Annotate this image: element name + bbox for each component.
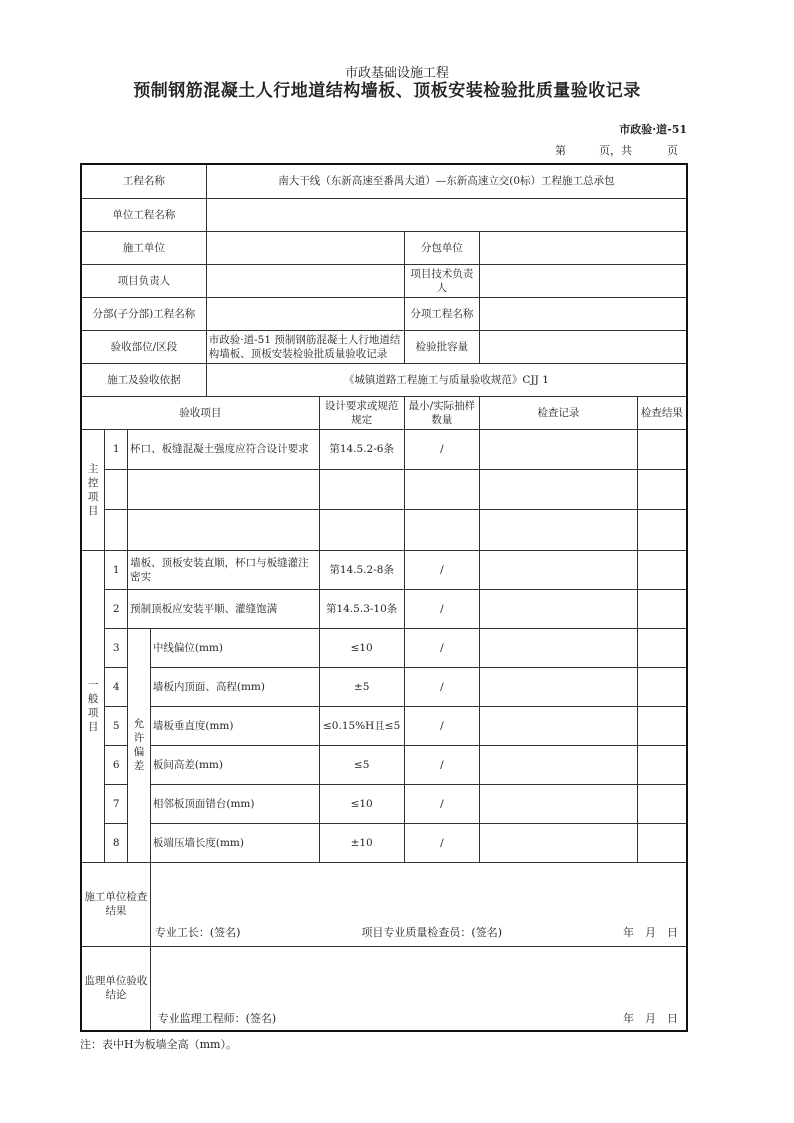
division-label: 分部(子分部)工程名称: [81, 297, 206, 330]
inspection-table: [80, 163, 688, 1032]
g-row-result[interactable]: [637, 667, 687, 706]
g-row-result[interactable]: [637, 745, 687, 784]
col-sample-header: 最小/实际抽样数量: [404, 396, 480, 429]
g-row-record[interactable]: [480, 823, 637, 862]
g-row-record[interactable]: [480, 589, 637, 628]
g-row-no: 7: [105, 784, 128, 823]
g-row-text: 墙板内顶面、高程(mm): [150, 667, 319, 706]
g-row-design: ±5: [319, 667, 404, 706]
g-row-record[interactable]: [480, 784, 637, 823]
inspector-signature: 项目专业质量检查员：(签名): [361, 925, 503, 939]
g-row-no: 2: [105, 589, 128, 628]
col-result-header: 检查结果: [637, 396, 687, 429]
general-label: 一般项目: [81, 550, 105, 862]
col-record-header: 检查记录: [480, 396, 637, 429]
g-row-result[interactable]: [637, 706, 687, 745]
foreman-signature: 专业工长：(签名): [154, 925, 241, 939]
mc-row-record[interactable]: [480, 429, 637, 469]
unit-project-label: 单位工程名称: [81, 198, 206, 231]
g-row-text: 墙板垂直度(mm): [150, 706, 319, 745]
g-row-record[interactable]: [480, 628, 637, 667]
basis-value: 《城镇道路工程施工与质量验收规范》CJJ 1: [206, 363, 687, 396]
subcontractor-value[interactable]: [480, 231, 687, 264]
g-row-record[interactable]: [480, 706, 637, 745]
project-name: 南大干线（东新高速至番禺大道）—东新高速立交(0标）工程施工总承包: [206, 164, 687, 198]
page-info-suffix: 页: [667, 144, 678, 157]
g-row-design: ≤10: [319, 628, 404, 667]
g-row-record[interactable]: [480, 745, 637, 784]
part-value[interactable]: [206, 330, 404, 363]
g-row-text: 板间高差(mm): [150, 745, 319, 784]
g-row-no: 8: [105, 823, 128, 862]
g-row-result[interactable]: [637, 550, 687, 589]
subcontractor-label: 分包单位: [404, 231, 480, 264]
tech-lead-value[interactable]: [480, 264, 687, 297]
g-row-no: 3: [105, 628, 128, 667]
g-row-sample: /: [404, 745, 480, 784]
g-row-text: 中线偏位(mm): [150, 628, 319, 667]
division-value[interactable]: [206, 297, 404, 330]
g-row-text: 板端压墙长度(mm): [150, 823, 319, 862]
g-row-result[interactable]: [637, 823, 687, 862]
g-row-design: ±10: [319, 823, 404, 862]
g-row-result[interactable]: [637, 784, 687, 823]
col-design-header: 设计要求或规范规定: [319, 396, 404, 429]
g-row-sample: /: [404, 628, 480, 667]
constructor-result-cell[interactable]: [150, 862, 687, 946]
page-info-middle: 页，共: [599, 144, 632, 157]
doc-subtitle: 市政基础设施工程: [344, 66, 449, 81]
basis-label: 施工及验收依据: [81, 363, 206, 396]
g-row-no: 5: [105, 706, 128, 745]
g-row-text: 相邻板顶面错台(mm): [150, 784, 319, 823]
g-row-result[interactable]: [637, 628, 687, 667]
form-code: 市政验·道-51: [619, 123, 687, 136]
mc-row-sample: /: [404, 429, 480, 469]
constructor-value[interactable]: [206, 231, 404, 264]
footnote: 注：表中H为板墙全高（mm）。: [80, 1038, 237, 1051]
constructor-label: 施工单位: [81, 231, 206, 264]
mc-row-result[interactable]: [637, 429, 687, 469]
engineer-signature: 专业监理工程师：(签名): [157, 1012, 277, 1025]
g-row-text: 墙板、顶板安装直顺，杯口与板缝灌注密实: [128, 550, 320, 589]
g-row-result[interactable]: [637, 589, 687, 628]
subitem-value[interactable]: [480, 297, 687, 330]
mc-row-design: 第14.5.2-6条: [319, 429, 404, 469]
supervisor-date: 年 月 日: [623, 1012, 678, 1025]
g-row-text: 预制顶板应安装平顺、灌缝饱满: [128, 589, 320, 628]
g-row-sample: /: [404, 784, 480, 823]
g-row-record[interactable]: [480, 667, 637, 706]
g-row-sample: /: [404, 706, 480, 745]
g-row-sample: /: [404, 589, 480, 628]
constructor-date: 年 月 日: [623, 925, 678, 939]
pm-label: 项目负责人: [81, 264, 206, 297]
unit-project-value[interactable]: [206, 198, 687, 231]
project-name-label: 工程名称: [81, 164, 206, 198]
page-info-prefix: 第: [555, 144, 566, 157]
g-row-no: 6: [105, 745, 128, 784]
main-control-label: 主控项目: [81, 429, 105, 550]
g-row-design: ≤0.15%H且≤5: [319, 706, 404, 745]
constructor-result-label: 施工单位检查结果: [81, 862, 150, 946]
part-label: 验收部位/区段: [81, 330, 206, 363]
allow-deviation-label: 允许偏差: [128, 628, 151, 862]
subitem-label: 分项工程名称: [404, 297, 480, 330]
g-row-sample: /: [404, 667, 480, 706]
supervisor-result-cell[interactable]: [150, 946, 687, 1031]
capacity-value[interactable]: [480, 330, 687, 363]
g-row-sample: /: [404, 550, 480, 589]
g-row-sample: /: [404, 823, 480, 862]
g-row-no: 1: [105, 550, 128, 589]
g-row-no: 4: [105, 667, 128, 706]
supervisor-result-label: 监理单位验收结论: [81, 946, 150, 1031]
page-info: [555, 142, 678, 158]
tech-lead-label: 项目技术负责人: [404, 264, 480, 297]
mc-row-text: 杯口、板缝混凝土强度应符合设计要求: [128, 429, 320, 469]
capacity-label: 检验批容量: [404, 330, 480, 363]
doc-title: 预制钢筋混凝土人行地道结构墙板、顶板安装检验批质量验收记录: [133, 81, 641, 101]
g-row-design: 第14.5.2-8条: [319, 550, 404, 589]
g-row-design: 第14.5.3-10条: [319, 589, 404, 628]
pm-value[interactable]: [206, 264, 404, 297]
mc-row-no: 1: [105, 429, 128, 469]
g-row-record[interactable]: [480, 550, 637, 589]
part-value-text: 市政验·道-51 预制钢筋混凝土人行地道结构墙板、顶板安装检验批质量验收记录: [208, 333, 401, 360]
g-row-design: ≤5: [319, 745, 404, 784]
col-item-header: 验收项目: [81, 396, 319, 429]
g-row-design: ≤10: [319, 784, 404, 823]
